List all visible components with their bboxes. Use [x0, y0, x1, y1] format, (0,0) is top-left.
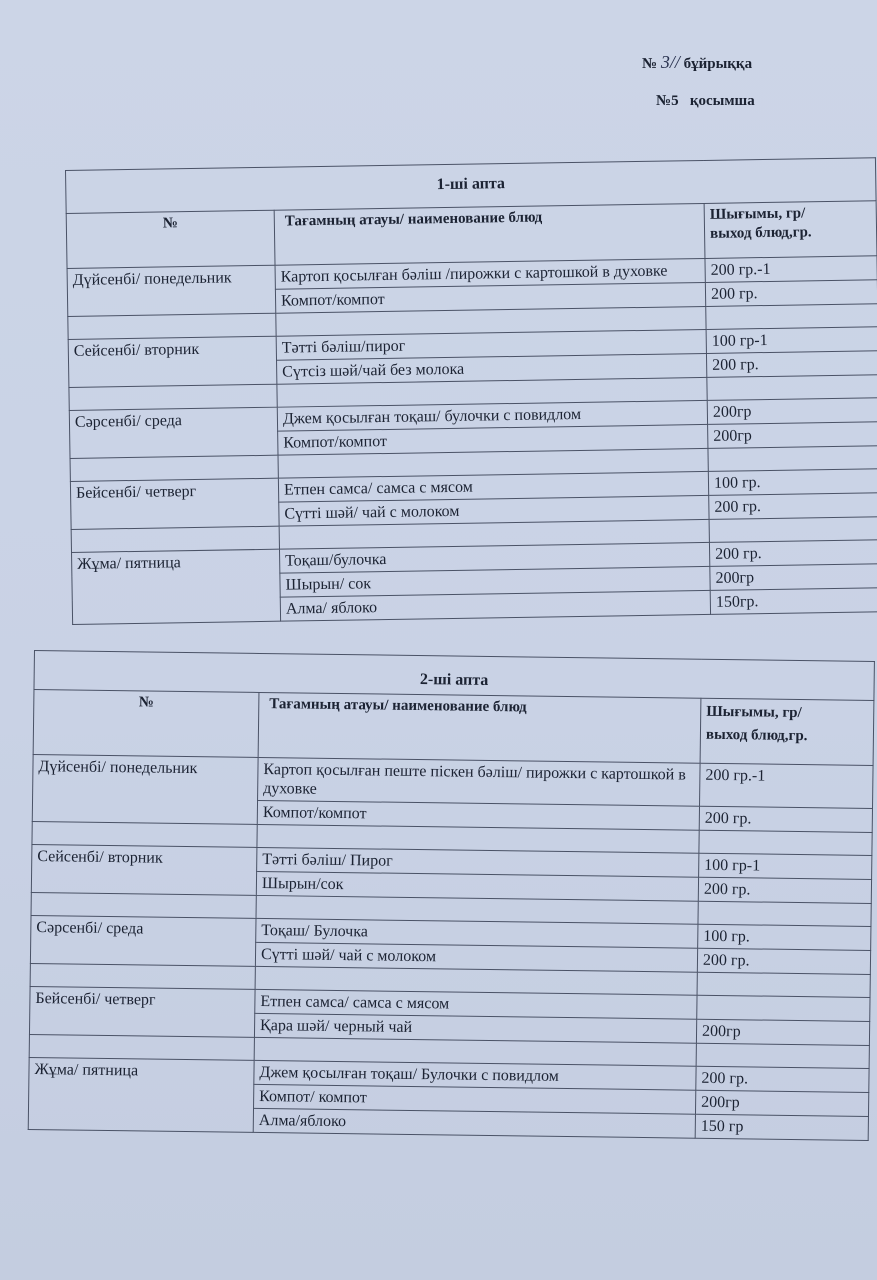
column-header-dish: Тағамның атауы/ наименование блюд: [274, 203, 705, 265]
week-1-menu-table: [65, 157, 877, 625]
column-header-yield: Шығымы, гр/ выход блюд,гр.: [700, 698, 874, 765]
yield-cell: 200 гр.-1: [700, 763, 874, 808]
dish-cell: Шырын/сок: [256, 871, 698, 901]
yield-cell: 100 гр.: [698, 924, 871, 950]
yield-cell: 200гр: [708, 422, 877, 449]
yield-cell: 200 гр.: [696, 1066, 869, 1092]
dish-cell: Компот/компот: [257, 800, 699, 830]
yield-cell: 200гр: [707, 398, 877, 425]
dish-cell: Сүтсіз шәй/чай без молока: [277, 353, 707, 384]
order-number-prefix: №: [642, 56, 658, 72]
column-header-yield: Шығымы, гр/ выход блюд,гр.: [704, 201, 877, 259]
dish-cell: Шырын/ сок: [280, 566, 710, 597]
yield-cell: 200гр: [710, 564, 877, 591]
day-cell: Дүйсенбі/ понедельник: [32, 754, 258, 824]
dish-cell: Джем қосылған тоқаш/ Булочки с повидлом: [254, 1060, 696, 1090]
column-header-row: [33, 690, 874, 766]
dish-cell: Етпен самса/ самса с мясом: [278, 471, 708, 502]
dish-cell: Алма/ яблоко: [280, 590, 710, 621]
yield-cell: 200 гр.: [709, 493, 877, 520]
yield-cell: 150 гр: [695, 1114, 868, 1140]
dish-cell: Картоп қосылған пеште піскен бәліш/ пирожки с картошкой в духовке: [258, 757, 701, 806]
week-title: 2-ші апта: [34, 651, 874, 701]
dish-cell: Компот/компот: [275, 282, 705, 313]
yield-cell: 200 гр.-1: [705, 256, 877, 283]
dish-cell: Қара шәй/ черный чай: [254, 1013, 696, 1043]
yield-cell: 100 гр-1: [699, 853, 872, 879]
dish-cell: Картоп қосылған бәліш /пирожки с картошкой в духовке: [275, 258, 705, 289]
day-cell: Сейсенбі/ вторник: [68, 336, 277, 387]
day-cell: Дүйсенбі/ понедельник: [67, 265, 276, 316]
day-cell: Жұма/ пятница: [28, 1057, 254, 1132]
day-cell: Бейсенбі/ четверг: [70, 478, 279, 529]
yield-cell: 200 гр.: [709, 540, 877, 567]
yield-cell: 200 гр.: [705, 280, 877, 307]
column-header-number: №: [66, 210, 275, 268]
yield-cell: [697, 995, 870, 1021]
dish-cell: Тәтті бәліш/ Пирог: [257, 847, 699, 877]
dish-cell: Компот/компот: [278, 424, 708, 455]
yield-cell: 200гр: [695, 1090, 868, 1116]
week-2-menu-table: [28, 650, 875, 1141]
dish-cell: Сүтті шәй/ чай с молоком: [255, 942, 697, 972]
day-cell: Бейсенбі/ четверг: [29, 986, 255, 1037]
column-header-dish: Тағамның атауы/ наименование блюд: [258, 692, 701, 763]
dish-cell: Тоқаш/булочка: [279, 542, 709, 573]
yield-cell: 200 гр.: [698, 877, 871, 903]
day-cell: Жұма/ пятница: [72, 549, 281, 624]
yield-cell: 100 гр.: [708, 469, 877, 496]
yield-cell: 100 гр-1: [706, 327, 877, 354]
dish-cell: Алма/яблоко: [253, 1108, 695, 1138]
yield-cell: 200 гр.: [699, 806, 872, 832]
dish-cell: Етпен самса/ самса с мясом: [255, 989, 697, 1019]
yield-cell: 150гр.: [710, 588, 877, 615]
dish-cell: Тоқаш/ Булочка: [256, 918, 698, 948]
yield-cell: 200 гр.: [706, 351, 877, 378]
dish-cell: Джем қосылған тоқаш/ булочки с повидлом: [277, 400, 707, 431]
day-cell: Сәрсенбі/ среда: [30, 915, 256, 966]
order-reference: [642, 52, 752, 73]
yield-cell: 200гр: [696, 1019, 869, 1045]
day-cell: Сәрсенбі/ среда: [69, 407, 278, 458]
yield-cell: 200 гр.: [697, 948, 870, 974]
dish-cell: Тәтті бәліш/пирог: [276, 329, 706, 360]
dish-cell: Сүтті шәй/ чай с молоком: [279, 495, 709, 526]
annex-number: №5 қосымша: [656, 93, 755, 109]
column-header-number: №: [33, 690, 259, 758]
order-number-handwritten: 3//: [660, 52, 680, 72]
dish-cell: Компот/ компот: [254, 1084, 696, 1114]
order-word: бұйрыққа: [683, 56, 753, 72]
day-cell: Сейсенбі/ вторник: [31, 844, 257, 895]
week-title: 1-ші апта: [66, 158, 877, 214]
